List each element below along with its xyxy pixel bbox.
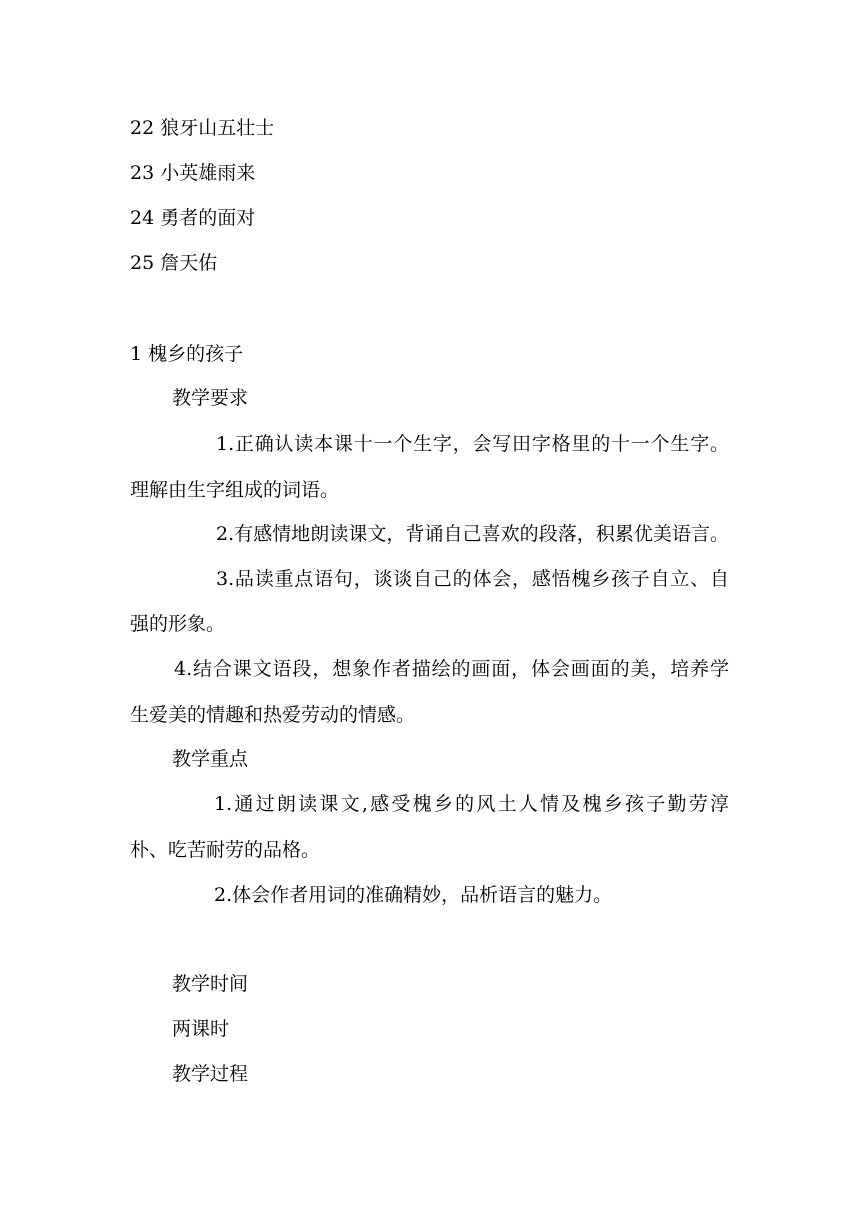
- requirement-4-line-1: 4.结合课文语段，想象作者描绘的画面，体会画面的美，培养学: [174, 658, 729, 680]
- focus-1-line-1: 1.通过朗读课文,感受槐乡的风土人情及槐乡孩子勤劳淳: [214, 793, 729, 815]
- toc-item-25: 25 詹天佑: [130, 252, 218, 274]
- focus-heading: 教学重点: [172, 748, 249, 770]
- lesson-title: 1 槐乡的孩子: [130, 343, 244, 365]
- requirement-1-line-1: 1.正确认读本课十一个生字，会写田字格里的十一个生字。: [216, 433, 729, 455]
- toc-item-23: 23 小英雄雨来: [130, 162, 256, 184]
- requirement-3-line-1: 3.品读重点语句，谈谈自己的体会，感悟槐乡孩子自立、自: [216, 568, 729, 590]
- requirement-2-line-1: 2.有感情地朗读课文，背诵自己喜欢的段落，积累优美语言。: [216, 523, 729, 545]
- requirement-3-line-2: 强的形象。: [130, 613, 226, 635]
- focus-2-line-1: 2.体会作者用词的准确精妙，品析语言的魅力。: [214, 884, 613, 906]
- requirements-heading: 教学要求: [172, 387, 249, 409]
- toc-item-22: 22 狼牙山五壮士: [130, 117, 275, 139]
- focus-1-line-2: 朴、吃苦耐劳的品格。: [130, 839, 321, 861]
- process-heading: 教学过程: [172, 1063, 249, 1085]
- time-value: 两课时: [172, 1018, 230, 1040]
- requirement-4-line-2: 生爱美的情趣和热爱劳动的情感。: [130, 704, 416, 726]
- time-heading: 教学时间: [172, 973, 249, 995]
- toc-item-24: 24 勇者的面对: [130, 207, 256, 229]
- requirement-1-line-2: 理解由生字组成的词语。: [130, 479, 340, 501]
